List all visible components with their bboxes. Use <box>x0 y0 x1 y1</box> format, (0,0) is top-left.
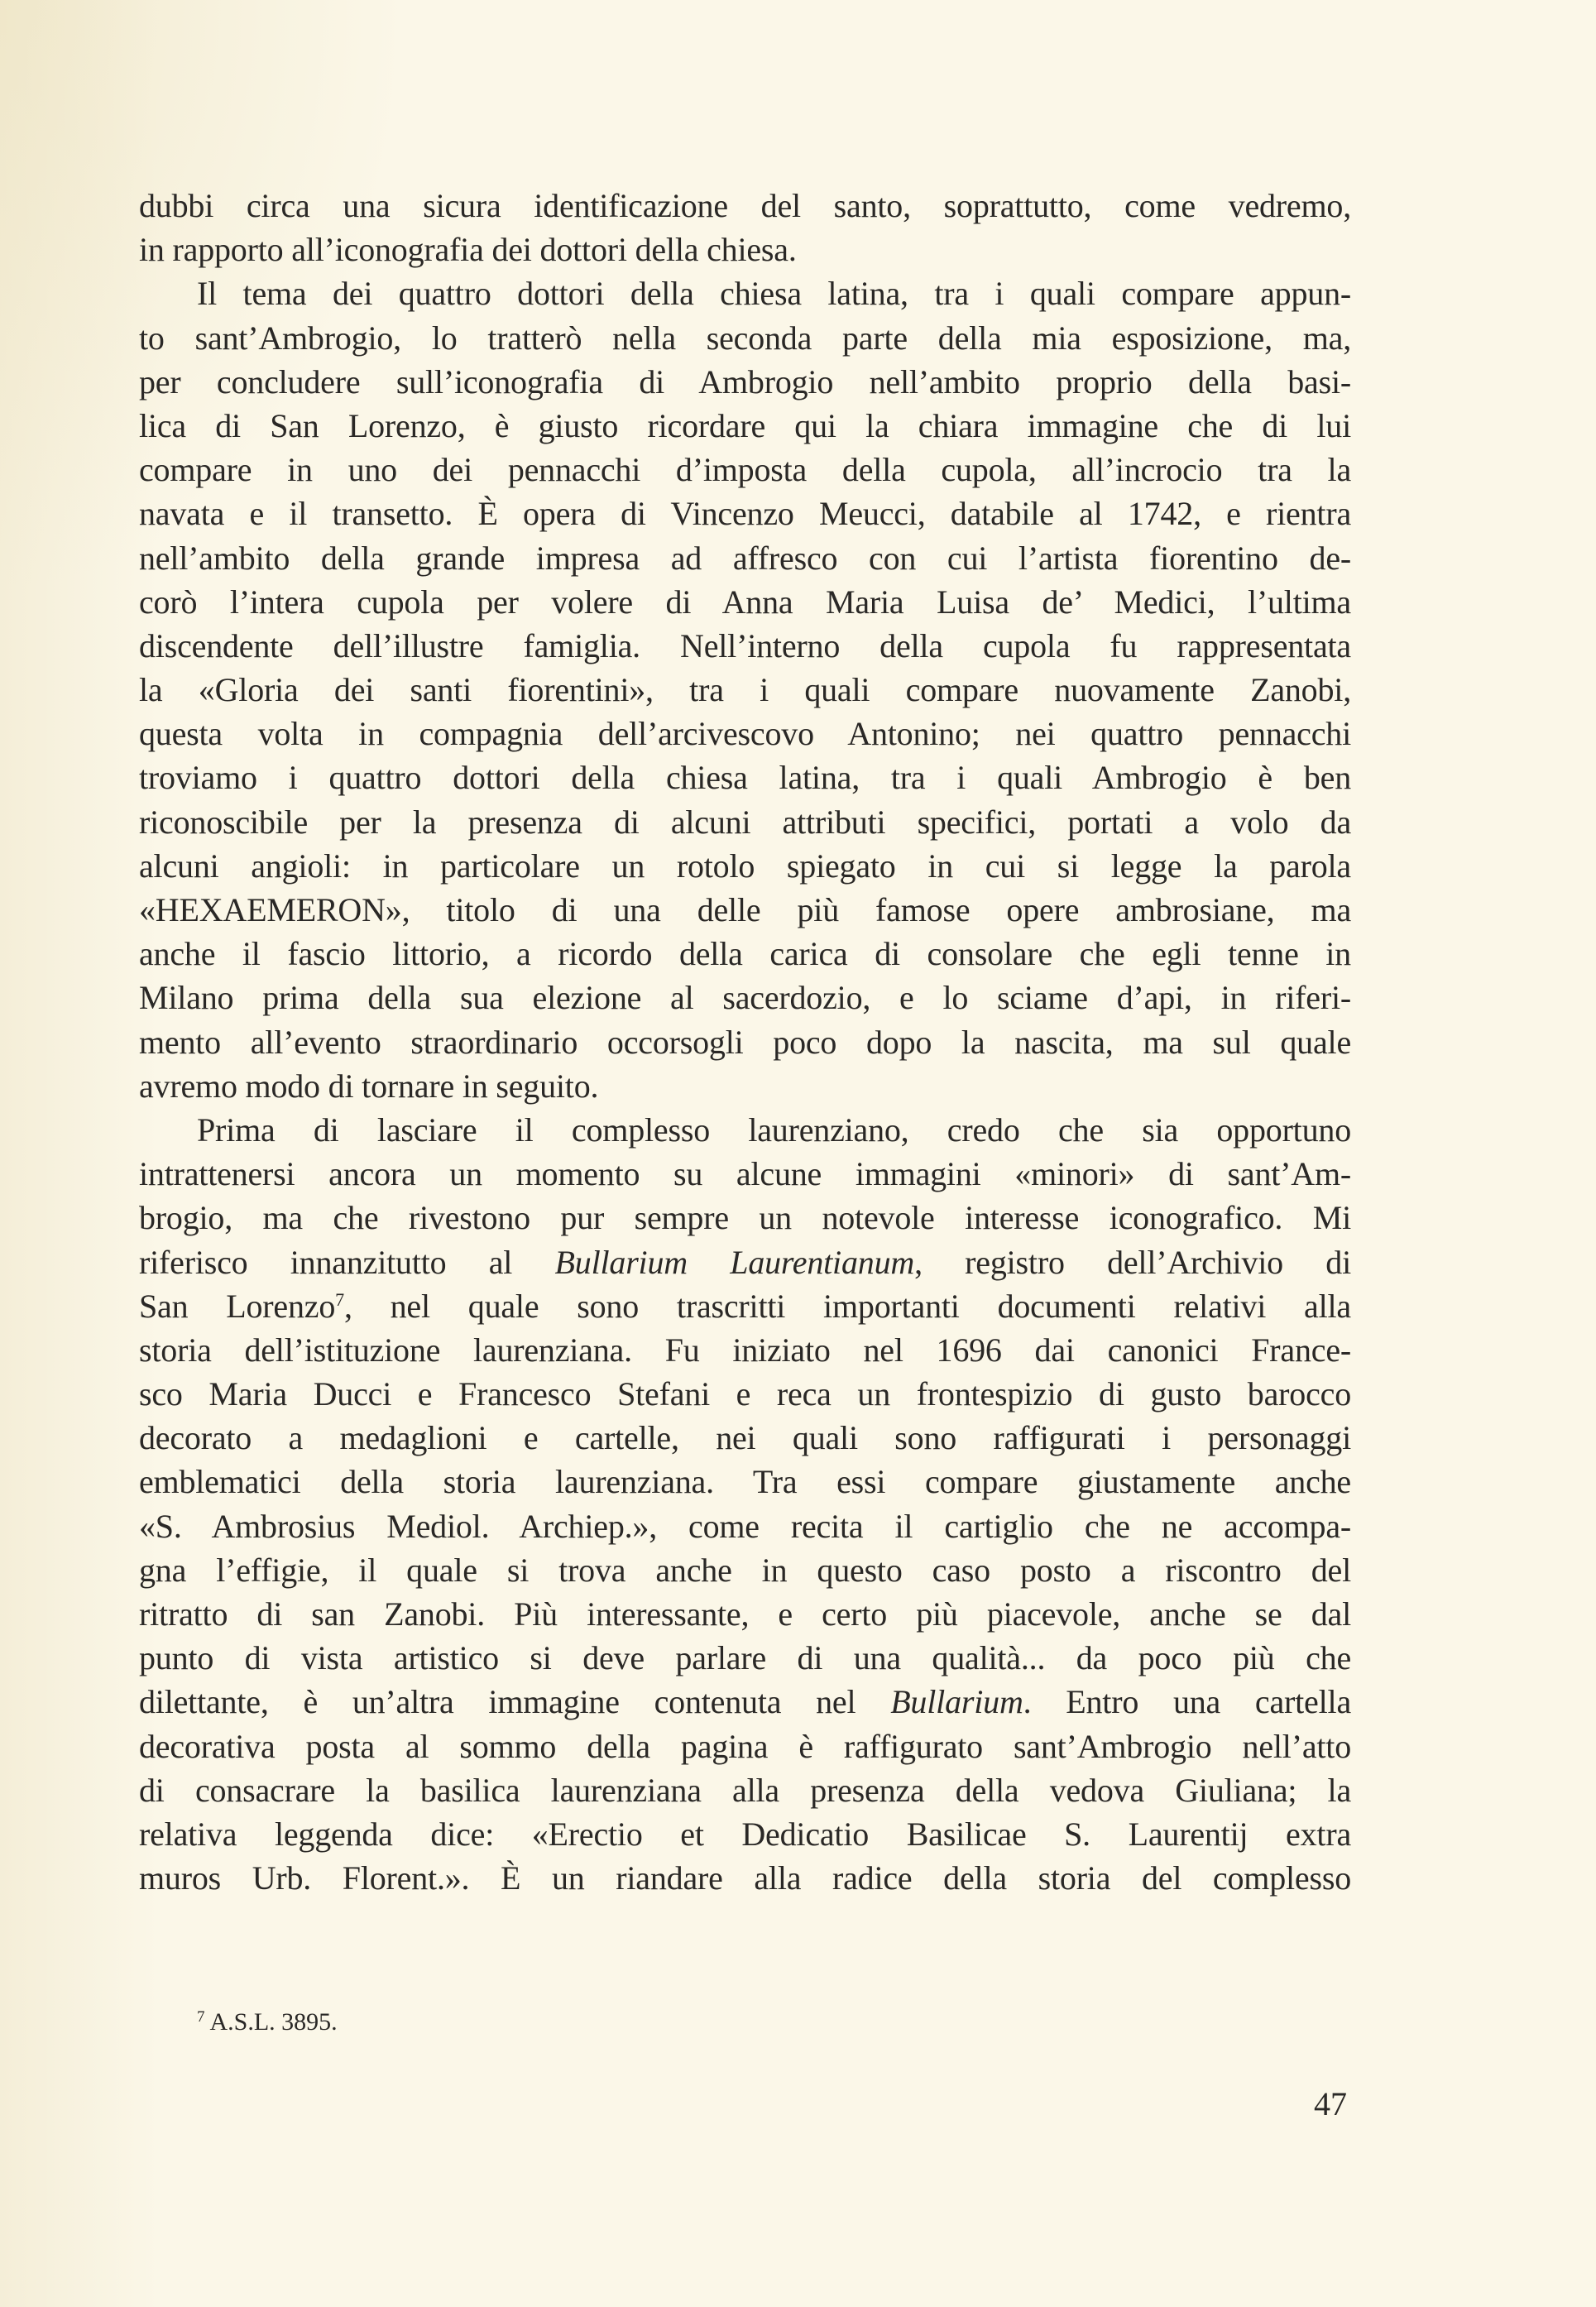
text-line: emblematici della storia laurenziana. Tra essi compare giustamente anche <box>139 1463 1351 1501</box>
italic-title: Bullarium Laurentianum <box>554 1243 915 1281</box>
text-line: gna l’effigie, il quale si trova anche in questo caso posto a riscontro del <box>139 1551 1351 1589</box>
text-line: discendente dell’illustre famiglia. Nell’interno della cupola fu rappresentata <box>139 626 1351 664</box>
text-line: brogio, ma che rivestono pur sempre un notevole interesse iconografico. Mi <box>139 1199 1351 1237</box>
text-line: nell’ambito della grande impresa ad affresco con cui l’artista fiorentino de- <box>139 539 1351 577</box>
paragraph-start-line: Prima di lasciare il complesso laurenziano, credo che sia opportuno <box>197 1110 1351 1149</box>
italic-title: Bullarium <box>890 1683 1023 1721</box>
page-number: 47 <box>1314 2085 1347 2122</box>
text-line: intrattenersi ancora un momento su alcune immagini «minori» di sant’Am- <box>139 1155 1351 1193</box>
text-line: per concludere sull’iconografia di Ambrogio nell’ambito proprio della basi- <box>139 362 1351 400</box>
footnote-reference[interactable]: 7 <box>335 1288 344 1310</box>
text-line: questa volta in compagnia dell’arcivescovo Antonino; nei quattro pennacchi <box>139 715 1351 753</box>
text-line: la «Gloria dei santi fiorentini», tra i quali compare nuovamente Zanobi, <box>139 671 1351 709</box>
text-line: navata e il transetto. È opera di Vincenzo Meucci, databile al 1742, e rientra <box>139 495 1351 533</box>
text-line: troviamo i quattro dottori della chiesa latina, tra i quali Ambrogio è ben <box>139 759 1351 797</box>
text-line: decorato a medaglioni e cartelle, nei quali sono raffigurati i personaggi <box>139 1419 1351 1457</box>
text-line: mento all’evento straordinario occorsogli poco dopo la nascita, ma sul quale <box>139 1023 1351 1061</box>
text-line: «S. Ambrosius Mediol. Archiep.», come recita il cartiglio che ne accompa- <box>139 1507 1351 1545</box>
text-line: alcuni angioli: in particolare un rotolo spiegato in cui si legge la parola <box>139 847 1351 885</box>
paragraph-start-line: Il tema dei quattro dottori della chiesa latina, tra i quali compare appun- <box>197 275 1351 313</box>
footnote <box>197 2001 338 2039</box>
text-line: Milano prima della sua elezione al sacerdozio, e lo sciame d’api, in riferi- <box>139 979 1351 1017</box>
text-line: riconoscibile per la presenza di alcuni attributi specifici, portati a volo da <box>139 803 1351 841</box>
text-line: muros Urb. Florent.». È un riandare alla radice della storia del complesso <box>139 1859 1351 1897</box>
text-line: San Lorenzo$^7$, nel quale sono trascritti importanti documenti relativi alla <box>139 1287 1351 1325</box>
text-line: ritratto di san Zanobi. Più interessante, e certo più piacevole, anche se dal <box>139 1595 1351 1633</box>
text-line: di consacrare la basilica laurenziana alla presenza della vedova Giuliana; la <box>139 1771 1351 1809</box>
footnote-text: A.S.L. 3895. <box>209 2008 338 2036</box>
text-line: avremo modo di tornare in seguito. <box>139 1067 599 1105</box>
text-line: lica di San Lorenzo, è giusto ricordare qui la chiara immagine che di lui <box>139 406 1351 444</box>
text-line: «HEXAEMERON», titolo di una delle più famose opere ambrosiane, ma <box>139 891 1351 928</box>
text-line: dilettante, è un’altra immagine contenuta nel Bullarium. Entro una cartella <box>139 1683 1351 1721</box>
text-line: storia dell’istituzione laurenziana. Fu iniziato nel 1696 dai canonici France- <box>139 1331 1351 1369</box>
text-line: corò l’intera cupola per volere di Anna Maria Luisa de’ Medici, l’ultima <box>139 583 1351 621</box>
text-line: relativa leggenda dice: «Erectio et Dedicatio Basilicae S. Laurentij extra <box>139 1815 1351 1853</box>
text-line: punto di vista artistico si deve parlare di una qualità... da poco più che <box>139 1639 1351 1677</box>
text-line: sco Maria Ducci e Francesco Stefani e reca un frontespizio di gusto barocco <box>139 1375 1351 1413</box>
text-line: anche il fascio littorio, a ricordo della carica di consolare che egli tenne in <box>139 935 1351 973</box>
text-line: to sant’Ambrogio, lo tratterò nella seconda parte della mia esposizione, ma, <box>139 319 1351 357</box>
footnote-marker: 7 <box>197 2008 205 2026</box>
text-line: compare in uno dei pennacchi d’imposta della cupola, all’incrocio tra la <box>139 451 1351 489</box>
body-text <box>139 184 1351 1900</box>
text-line: decorativa posta al sommo della pagina è raffigurato sant’Ambrogio nell’atto <box>139 1727 1351 1765</box>
text-line: dubbi circa una sicura identificazione del santo, soprattutto, come vedremo, <box>139 187 1351 224</box>
text-line: in rapporto all’iconografia dei dottori della chiesa. <box>139 231 797 269</box>
text-line: riferisco innanzitutto al Bullarium Laurentianum, registro dell’Archivio di <box>139 1243 1351 1281</box>
